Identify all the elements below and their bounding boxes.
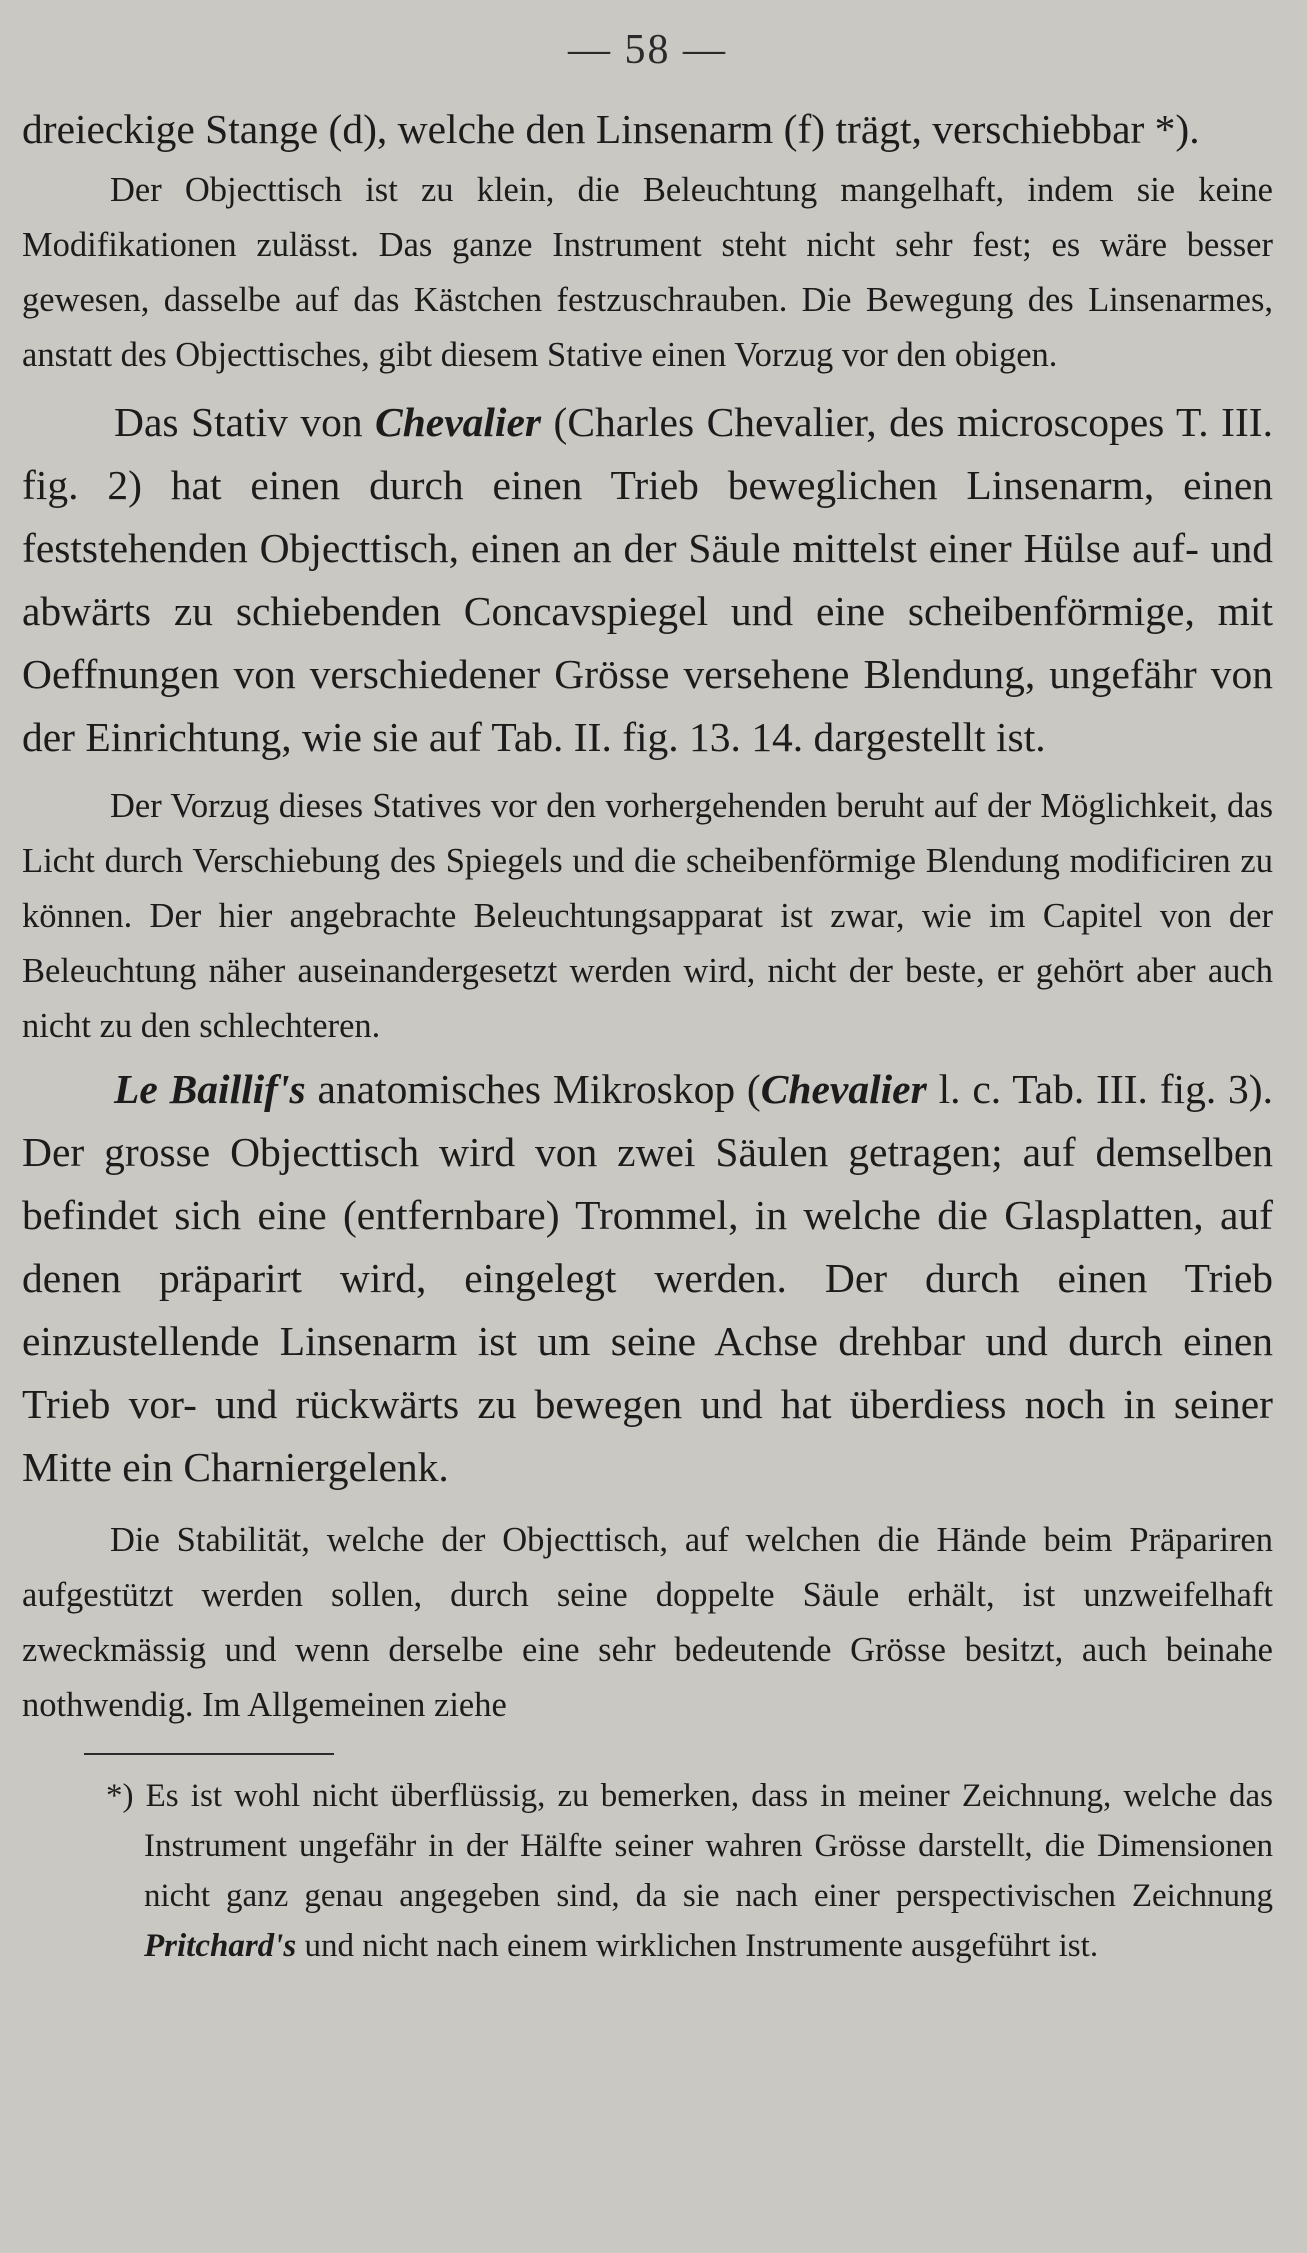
paragraph-3-text-before: Das Stativ von (114, 399, 376, 445)
footnote-divider (84, 1753, 334, 1755)
page-number: — 58 — (568, 27, 727, 73)
author-name-le-baillif: Le Baillif's (114, 1066, 306, 1112)
footnote (22, 1771, 1273, 1971)
author-name-pritchard: Pritchard's (144, 1928, 297, 1964)
paragraph-2: Der Objecttisch ist zu klein, die Beleuchtung mangelhaft, indem sie keine Modifikationen zulässt. Das ganze Instrument steht nicht sehr fest; es wäre besser gewesen, dasselbe auf das Kästchen festzuschrauben. Die Bewegung des Linsenarmes, anstatt des Objecttisches, gibt diesem Stative einen Vorzug vor den obigen. (22, 171, 1273, 374)
paragraph-5 (22, 1058, 1273, 1499)
paragraph-6: Die Stabilität, welche der Objecttisch, auf welchen die Hände beim Präpariren aufgestützt werden sollen, durch seine doppelte Säule erhält, ist unzweifelhaft zweckmässig und wenn derselbe eine sehr bedeutende Grösse besitzt, auch beinahe nothwendig. Im Allgemeinen ziehe (22, 1521, 1273, 1724)
footnote-text-before: *) Es ist wohl nicht überflüssig, zu bemerken, dass in meiner Zeichnung, welche das Instrument ungefähr in der Hälfte seiner wahren Grösse darstellt, die Dimensionen nicht ganz genau angegeben sind, da sie nach einer perspectivischen Zeichnung (106, 1778, 1273, 1914)
paragraph-4: Der Vorzug dieses Statives vor den vorhergehenden beruht auf der Möglichkeit, das Licht durch Verschiebung des Spiegels und die scheibenförmige Blendung modificiren zu können. Der hier angebrachte Beleuchtungsapparat ist zwar, wie im Capitel von der Beleuchtung näher auseinandergesetzt werden wird, nicht der beste, er gehört aber auch nicht zu den schlechteren. (22, 787, 1273, 1045)
paragraph-5-text-after: l. c. Tab. III. fig. 3). Der grosse Objecttisch wird von zwei Säulen getragen; auf demselben befindet sich eine (entfernbare) Trommel, in welche die Glasplatten, auf denen präparirt wird, eingelegt werden. Der durch einen Trieb einzustellende Linsenarm ist um seine Achse drehbar und durch einen Trieb vor- und rückwärts zu bewegen und hat überdiess noch in seiner Mitte ein Charniergelenk. (22, 1066, 1273, 1490)
paragraph-3 (22, 391, 1273, 769)
author-name-chevalier: Chevalier (375, 399, 542, 445)
paragraph-5-text-mid: anatomisches Mikroskop ( (305, 1066, 761, 1112)
author-name-chevalier-2: Chevalier (760, 1066, 927, 1112)
paragraph-1: dreieckige Stange (d), welche den Linsenarm (f) trägt, verschiebbar *). (22, 106, 1200, 152)
footnote-text-after: und nicht nach einem wirklichen Instrumente ausgeführt ist. (296, 1928, 1099, 1964)
paragraph-3-text-after: (Charles Chevalier, des microscopes T. III. fig. 2) hat einen durch einen Trieb beweglichen Linsenarm, einen feststehenden Objecttisch, einen an der Säule mittelst einer Hülse auf- und abwärts zu schiebenden Concavspiegel und eine scheibenförmige, mit Oeffnungen von verschiedener Grösse versehene Blendung, ungefähr von der Einrichtung, wie sie auf Tab. II. fig. 13. 14. dargestellt ist. (22, 399, 1273, 760)
